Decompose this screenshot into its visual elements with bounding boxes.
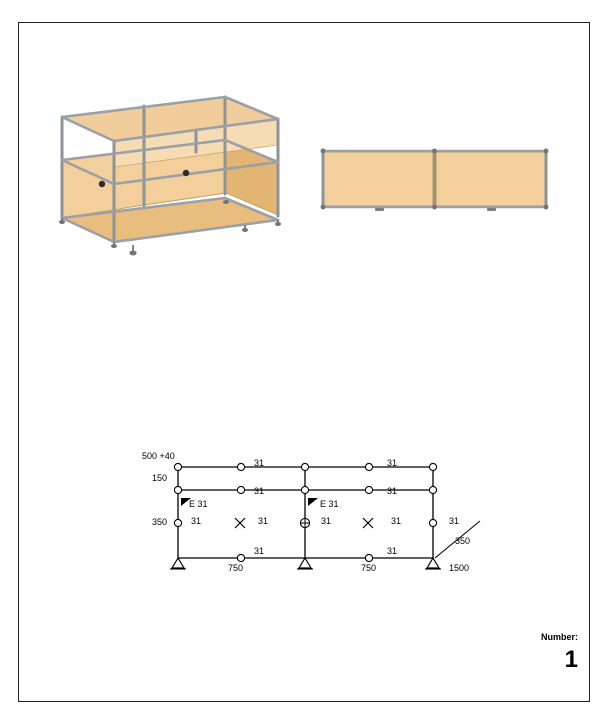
number-value: 1 [564, 646, 578, 673]
front-elevation-view [315, 140, 570, 230]
connector-label: 31 [254, 486, 265, 496]
label-width-1500: 1500 [449, 563, 470, 573]
assembly-schematic [150, 445, 490, 580]
connector-label: 31 [258, 516, 269, 526]
label-width-750-right: 750 [361, 563, 377, 573]
isometric-view [40, 75, 300, 260]
connector-label: 31 [387, 546, 398, 556]
label-height-150: 150 [152, 473, 168, 483]
e-connector-label: E 31 [320, 499, 339, 509]
e-connector-label: E 31 [189, 499, 208, 509]
numbering-block [541, 633, 578, 672]
connector-label: 31 [449, 516, 460, 526]
label-depth-350: 350 [455, 536, 471, 546]
label-height-350: 350 [152, 517, 168, 527]
connector-label: 31 [254, 458, 265, 468]
connector-label: 31 [191, 516, 202, 526]
number-label: Number: [540, 632, 578, 642]
connector-label: 31 [321, 516, 332, 526]
connector-label: 31 [254, 546, 265, 556]
connector-label: 31 [387, 458, 398, 468]
connector-label: 31 [387, 486, 398, 496]
label-height-total: 500 +40 [142, 451, 175, 461]
label-width-750-left: 750 [228, 563, 244, 573]
connector-label: 31 [391, 516, 402, 526]
